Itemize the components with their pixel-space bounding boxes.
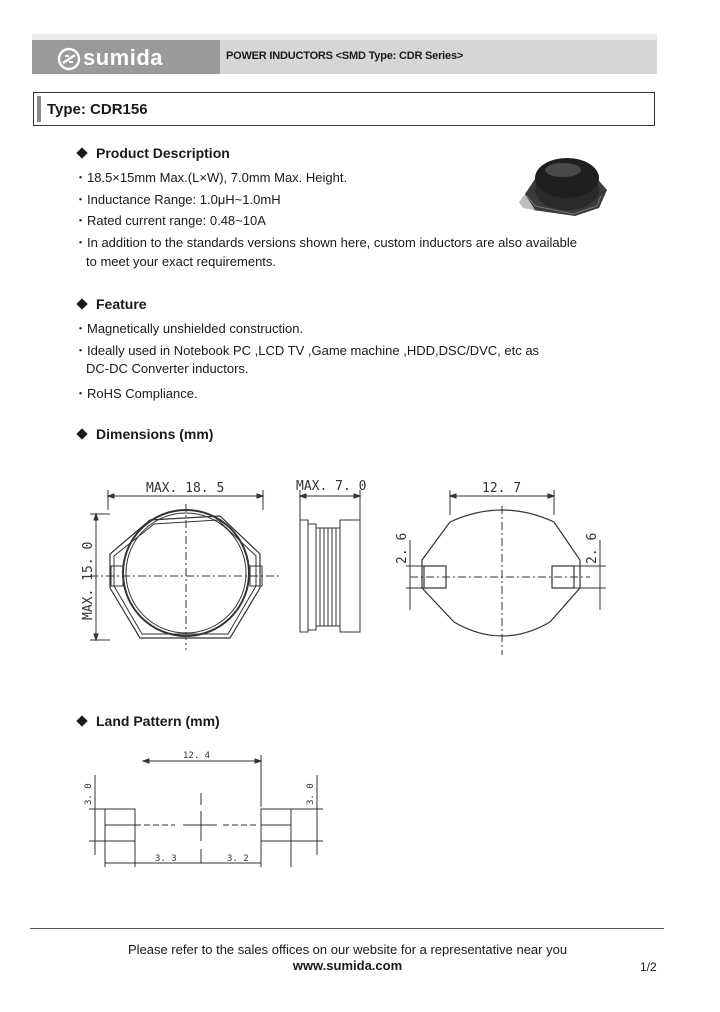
page-number: 1/2 bbox=[640, 960, 657, 974]
diamond-bullet-icon bbox=[76, 715, 87, 726]
dimensions-drawing bbox=[70, 470, 630, 670]
feature-heading bbox=[78, 296, 147, 312]
land-pattern-heading bbox=[78, 713, 220, 729]
diamond-bullet-icon bbox=[76, 147, 87, 158]
desc-line-5: to meet your exact requirements. bbox=[86, 254, 277, 269]
footer-website-link[interactable]: www.sumida.com bbox=[292, 958, 403, 973]
feature-line-1: ・Magnetically unshielded construction. bbox=[74, 321, 304, 336]
sumida-logo-icon bbox=[56, 46, 82, 72]
footer-note: Please refer to the sales offices on our website for a representative near you bbox=[127, 942, 568, 957]
logo-wordmark: sumida bbox=[83, 45, 164, 70]
feature-line-4: ・RoHS Compliance. bbox=[74, 386, 198, 401]
land-pad-width-left-label: 3. 3 bbox=[155, 854, 177, 864]
dim-terminal-right-label: 2. 6 bbox=[585, 532, 600, 564]
land-pad-height-right-label: 3. 0 bbox=[306, 783, 316, 805]
product-photo bbox=[515, 150, 615, 222]
product-description-heading-text: Product Description bbox=[96, 145, 230, 161]
desc-line-1: ・18.5×15mm Max.(L×W), 7.0mm Max. Height. bbox=[74, 170, 348, 185]
diamond-bullet-icon bbox=[76, 298, 87, 309]
dim-width-label: MAX. 15. 0 bbox=[81, 541, 96, 620]
land-pad-height-left-label: 3. 0 bbox=[84, 783, 94, 805]
header-title: POWER INDUCTORS <SMD Type: CDR Series> bbox=[226, 50, 464, 62]
feature-heading-text: Feature bbox=[96, 296, 147, 312]
type-accent bbox=[37, 96, 41, 122]
desc-line-4: ・In addition to the standards versions shown here, custom inductors are also available bbox=[74, 235, 577, 250]
diamond-bullet-icon bbox=[76, 428, 87, 439]
dim-terminal-left-label: 2. 6 bbox=[395, 532, 410, 564]
land-pattern-heading-text: Land Pattern (mm) bbox=[96, 713, 220, 729]
product-description-heading bbox=[78, 145, 230, 161]
feature-line-3: DC-DC Converter inductors. bbox=[86, 361, 249, 376]
desc-line-2: ・Inductance Range: 1.0μH~1.0mH bbox=[74, 192, 281, 207]
dimensions-heading bbox=[78, 426, 213, 442]
feature-line-2: ・Ideally used in Notebook PC ,LCD TV ,Game machine ,HDD,DSC/DVC, etc as bbox=[74, 343, 540, 358]
land-pattern-drawing bbox=[75, 745, 335, 875]
dim-length-label: MAX. 18. 5 bbox=[146, 481, 225, 496]
dim-height-label: MAX. 7. 0 bbox=[296, 479, 367, 494]
footer-rule bbox=[30, 928, 664, 929]
dimensions-heading-text: Dimensions (mm) bbox=[96, 426, 214, 442]
land-span-label: 12. 4 bbox=[183, 751, 211, 761]
type-title: Type: CDR156 bbox=[47, 101, 148, 118]
land-pad-width-right-label: 3. 2 bbox=[227, 854, 249, 864]
desc-line-3: ・Rated current range: 0.48~10A bbox=[74, 213, 266, 228]
dim-pad-span-label: 12. 7 bbox=[482, 481, 522, 496]
